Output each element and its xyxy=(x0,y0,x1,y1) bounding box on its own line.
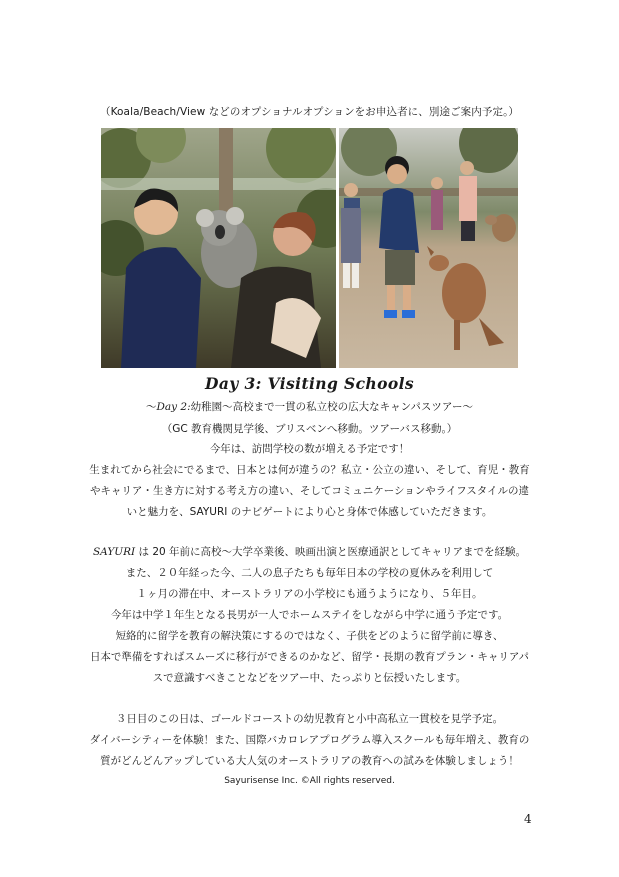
top-note: （Koala/Beach/View などのオプショナルオプションをお申込者に、別途ご案内予定。） xyxy=(99,106,520,118)
sayuri-name: SAYURI xyxy=(92,546,136,558)
day-title: Day 3: Visiting Schools xyxy=(205,374,414,393)
day-subtitle-italic: Day 2: xyxy=(156,401,191,413)
kangaroo-photo xyxy=(339,128,518,368)
day-subtitle-prefix: ～ xyxy=(145,401,157,413)
transport-note: （GC 教育機関見学後、ブリスベンへ移動。ツアーバス移動。） xyxy=(161,423,458,435)
paragraph3-line-1: ３日目のこの日は、ゴールドコーストの幼児教育と小中高私立一貫校を見学予定。 xyxy=(115,713,504,725)
paragraph1-line-2: やキャリア・生き方に対する考え方の違い、そしてコミュニケーションやライフスタイルの違 xyxy=(89,485,530,497)
paragraph2-line-4: 短絡的に留学を教育の解決策にするのではなく、子供をどのように留学前に導き、 xyxy=(115,630,504,642)
paragraph1-line-1: 生まれてから社会にでるまで、日本とは何が違うの？私立・公立の違い、そして、育児・教育 xyxy=(89,464,530,476)
paragraph2-line-3: 今年は中学１年生となる長男が一人でホームステイをしながら中学に通う予定です。 xyxy=(110,609,509,621)
paragraph2-line-5: 日本で準備をすればスムーズに移行ができるのかなど、留学・長期の教育プラン・キャリアパ xyxy=(89,651,530,663)
koala-photo xyxy=(101,128,336,368)
intro-line: 今年は、訪問学校の数が増える予定です！ xyxy=(209,443,410,455)
paragraph2-line-6: スで意識すべきことなどをツアー中、たっぷりと伝授いたします。 xyxy=(152,672,467,684)
day-subtitle xyxy=(0,399,619,414)
paragraph1-line-3: いと魅力を、SAYURI のナビゲートにより心と身体で体感していただきます。 xyxy=(126,506,493,518)
paragraph2-line-0 xyxy=(0,544,619,559)
paragraph3-line-3: 質がどんどんアップしている大人気のオーストラリアの教育への試みを体験しましょう！ xyxy=(100,755,519,767)
paragraph2-line-0-text: は 20 年前に高校～大学卒業後、映画出演と医療通訳としてキャリアまでを経験。 xyxy=(135,546,527,558)
paragraph2-line-1: また、２０年経った今、二人の息子たちも毎年日本の学校の夏休みを利用して xyxy=(125,567,494,579)
paragraph2-line-2: １ヶ月の滞在中、オーストラリアの小学校にも通うようになり、５年目。 xyxy=(136,588,483,600)
paragraph3-line-2: ダイバーシティーを体験！また、国際バカロレアプログラム導入スクールも毎年増え、教育の xyxy=(89,734,530,746)
day-subtitle-rest: 幼稚園～高校まで一貫の私立校の広大なキャンパスツアー～ xyxy=(190,401,474,413)
copyright-notice: Sayurisense Inc. ©All rights reserved. xyxy=(224,776,395,786)
page-number: 4 xyxy=(524,812,532,826)
